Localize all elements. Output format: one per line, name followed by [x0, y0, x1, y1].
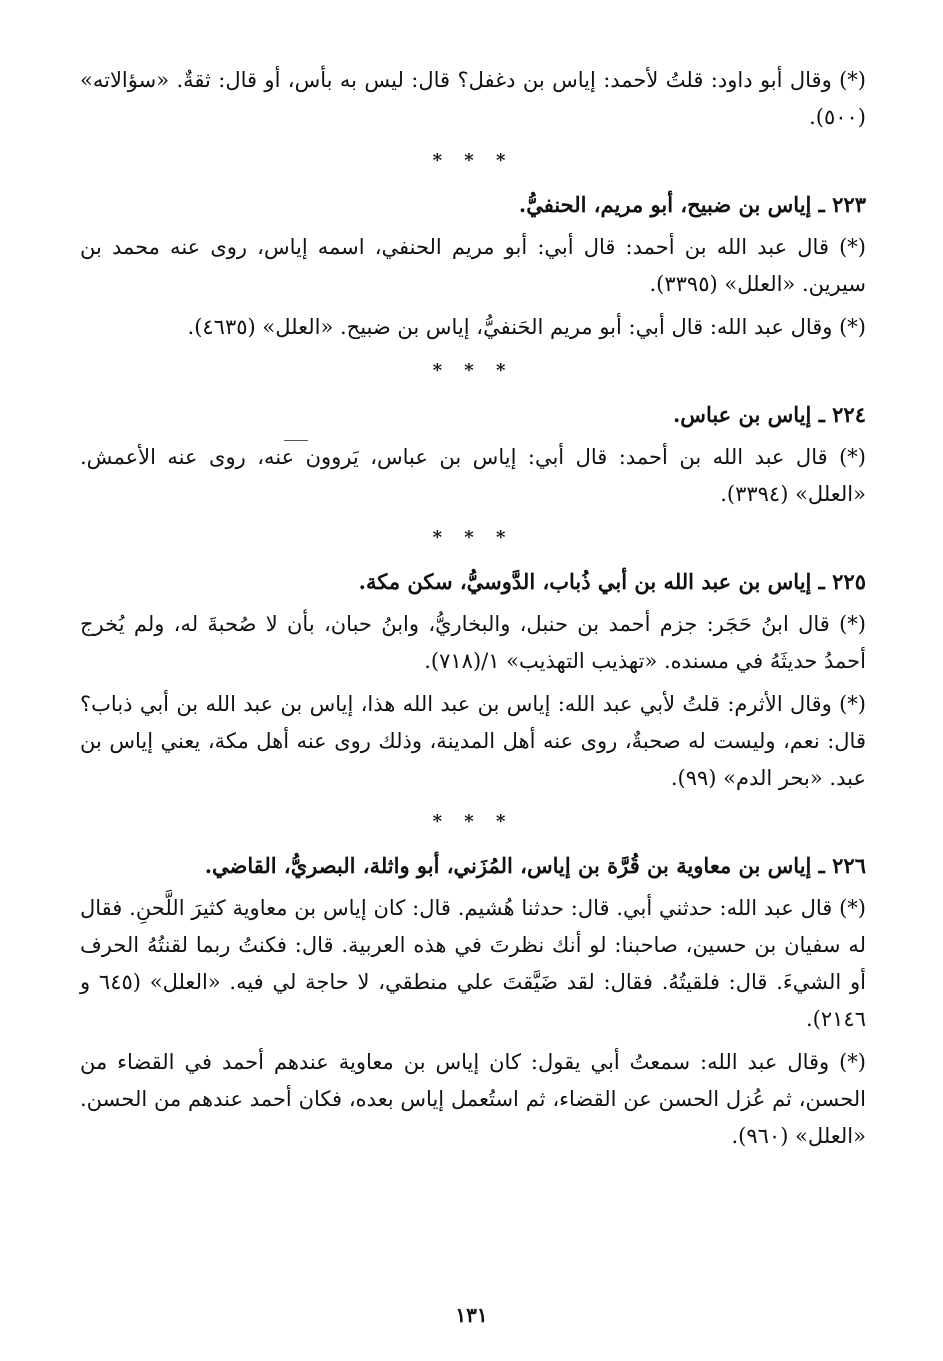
section-separator: * * * [432, 527, 514, 548]
scan-mark [284, 440, 308, 441]
section-separator: * * * [432, 360, 514, 381]
page-number: ١٣١ [455, 1303, 488, 1327]
entry-223-note-2: (*) وقال عبد الله: قال أبي: أبو مريم الحَنفيُّ، إياس بن ضبيح. «العلل» (٤٦٣٥). [187, 315, 866, 339]
entry-223-heading: ٢٢٣ ـ إياس بن ضبيح، أبو مريم، الحنفيُّ. [518, 192, 866, 217]
entry-226-heading: ٢٢٦ ـ إياس بن معاوية بن قُرَّة بن إياس، المُزَني، أبو واثلة، البصريُّ، القاضي. [204, 853, 866, 878]
section-separator: * * * [432, 150, 514, 171]
entry-224-note-1: (*) قال عبد الله بن أحمد: قال أبي: إياس بن عباس، يَروون عنه، روى عنه الأعمش. «العلل» (٣٣٩٤). [80, 445, 866, 506]
entry-225-heading: ٢٢٥ ـ إياس بن عبد الله بن أبي ذُباب، الدَّوسيُّ، سكن مكة. [358, 569, 866, 594]
entry-224-heading: ٢٢٤ ـ إياس بن عباس. [673, 402, 866, 427]
entry-226-note-2: (*) وقال عبد الله: سمعتُ أبي يقول: كان إياس بن معاوية عندهم أحمد في القضاء من الحسن، ثم عُزل الحسن عن القضاء، ثم استُعمل إياس بعده، فكان أحمد عندهم من الحسن. «العلل» (٩٦٠). [80, 1050, 866, 1148]
entry-226-note-1: (*) قال عبد الله: حدثني أبي. قال: حدثنا هُشيم. قال: كان إياس بن معاوية كثيرَ اللَّحنِ. فقال له سفيان بن حسين، صاحبنا: لو أنك نظرتَ في هذه العربية. قال: فكنتُ ربما لقنتُهُ الحرف أو الشيءَ. قال: فلقيتُهُ. فقال: لقد ضَيَّقتَ علي منطقي، لا حاجة لي فيه. «العلل» (٦٤٥ و ٢١٤٦). [80, 896, 866, 1031]
entry-225-note-1: (*) قال ابنُ حَجَر: جزم أحمد بن حنبل، والبخاريُّ، وابنُ حبان، بأن لا صُحبةَ له، ولم يُخرج أحمدُ حديثَهُ في مسنده. «تهذيب التهذيب» ١/(٧١٨). [80, 612, 866, 673]
section-separator: * * * [432, 811, 514, 832]
page-content [80, 62, 866, 1161]
entry-222-note: (*) وقال أبو داود: قلتُ لأحمد: إياس بن دغفل؟ قال: ليس به بأس، أو قال: ثقةٌ. «سؤالاته» (٥٠٠). [80, 68, 866, 129]
entry-225-note-2: (*) وقال الأثرم: قلتُ لأبي عبد الله: إياس بن عبد الله هذا، إياس بن عبد الله بن أبي ذباب؟ قال: نعم، وليست له صحبةٌ، روى عنه أهل المدينة، وذلك روى عنه أهل مكة، يعني إياس بن عبد. «بحر الدم» (٩٩). [80, 692, 866, 790]
entry-223-note-1: (*) قال عبد الله بن أحمد: قال أبي: أبو مريم الحنفي، اسمه إياس، روى عنه محمد بن سيرين. «العلل» (٣٣٩٥). [80, 235, 866, 296]
